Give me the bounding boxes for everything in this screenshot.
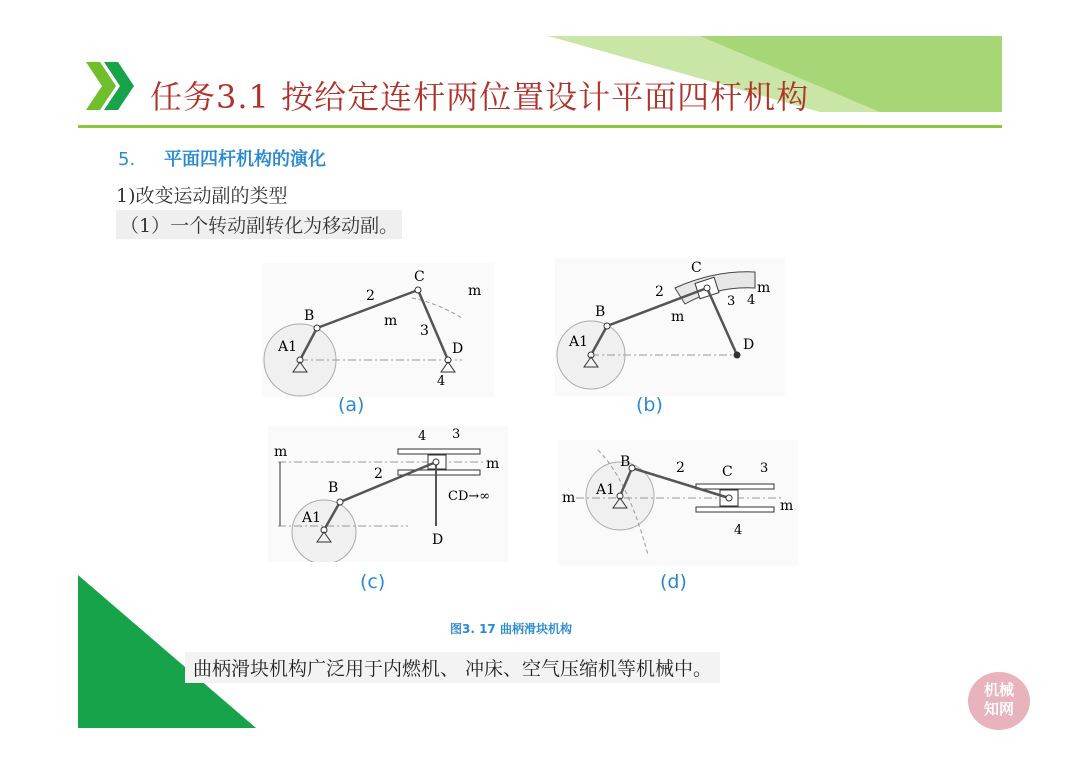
figure-d-label: (d)	[660, 571, 687, 593]
label-m: m	[486, 456, 500, 472]
link-2	[340, 462, 436, 502]
label-3: 3	[760, 461, 769, 476]
label-b: B	[304, 308, 315, 324]
watermark-line-1: 机械	[983, 681, 1014, 699]
watermark-line-2: 知网	[983, 700, 1014, 718]
label-m: m	[562, 490, 576, 506]
joint-c	[726, 495, 732, 501]
label-m: m	[274, 444, 288, 460]
label-4: 4	[437, 374, 446, 389]
label-b: B	[328, 480, 339, 496]
label-a1: A1	[302, 510, 322, 526]
label-b: B	[620, 454, 631, 470]
section-number: 5.	[118, 149, 136, 170]
label-d: D	[743, 337, 755, 353]
joint-d	[734, 352, 740, 358]
page-title: 任务3.1 按给定连杆两位置设计平面四杆机构	[150, 78, 810, 116]
figure-a-label: (a)	[338, 394, 365, 416]
label-m: m	[384, 313, 398, 329]
label-4: 4	[734, 523, 743, 538]
joint-b	[314, 325, 320, 331]
label-3: 3	[452, 427, 461, 442]
label-2: 2	[676, 460, 685, 476]
label-c: C	[722, 464, 733, 480]
label-a1: A1	[278, 339, 298, 355]
guide-rail	[696, 484, 774, 489]
joint-c	[415, 287, 421, 293]
label-a1: A1	[596, 482, 616, 498]
guide-rail	[398, 449, 480, 454]
label-2: 2	[655, 284, 664, 300]
body-line-1: 1)改变运动副的类型	[116, 185, 288, 207]
arc-m	[412, 298, 462, 318]
label-c: C	[691, 260, 702, 276]
label-m: m	[468, 283, 482, 299]
label-c: C	[414, 269, 425, 285]
figure-b-diagram	[555, 258, 785, 396]
label-m: m	[671, 309, 685, 325]
label-4: 4	[418, 429, 427, 444]
guide-rail	[696, 507, 774, 512]
label-2: 2	[366, 288, 375, 304]
title-divider	[78, 125, 1002, 128]
label-3: 3	[420, 323, 429, 339]
label-d: D	[432, 532, 444, 548]
label-d: D	[452, 341, 464, 357]
label-m: m	[757, 280, 771, 296]
joint-b	[337, 499, 343, 505]
section-title: 平面四杆机构的演化	[164, 149, 326, 170]
figure-c-diagram	[268, 426, 508, 562]
label-b: B	[595, 304, 606, 320]
summary-text: 曲柄滑块机构广泛用于内燃机、 冲床、空气压缩机等机械中。	[185, 652, 720, 683]
joint-c	[433, 459, 439, 465]
figure-d-diagram	[558, 440, 798, 566]
joint-b	[604, 323, 610, 329]
figure-c-label: (c)	[360, 571, 386, 593]
watermark-logo	[968, 672, 1030, 730]
label-4: 4	[747, 293, 756, 308]
joint-c	[704, 285, 710, 291]
figure-caption: 图3. 17 曲柄滑块机构	[450, 622, 572, 636]
figure-a-diagram	[262, 263, 494, 397]
label-m: m	[780, 498, 794, 514]
label-cd-infinity: CD→∞	[448, 489, 491, 504]
label-2: 2	[374, 466, 383, 482]
body-line-2: （1）一个转动副转化为移动副。	[116, 210, 402, 239]
section-heading	[118, 145, 326, 171]
label-3: 3	[727, 294, 736, 309]
label-a1: A1	[569, 334, 589, 350]
figure-b-label: (b)	[636, 394, 663, 416]
